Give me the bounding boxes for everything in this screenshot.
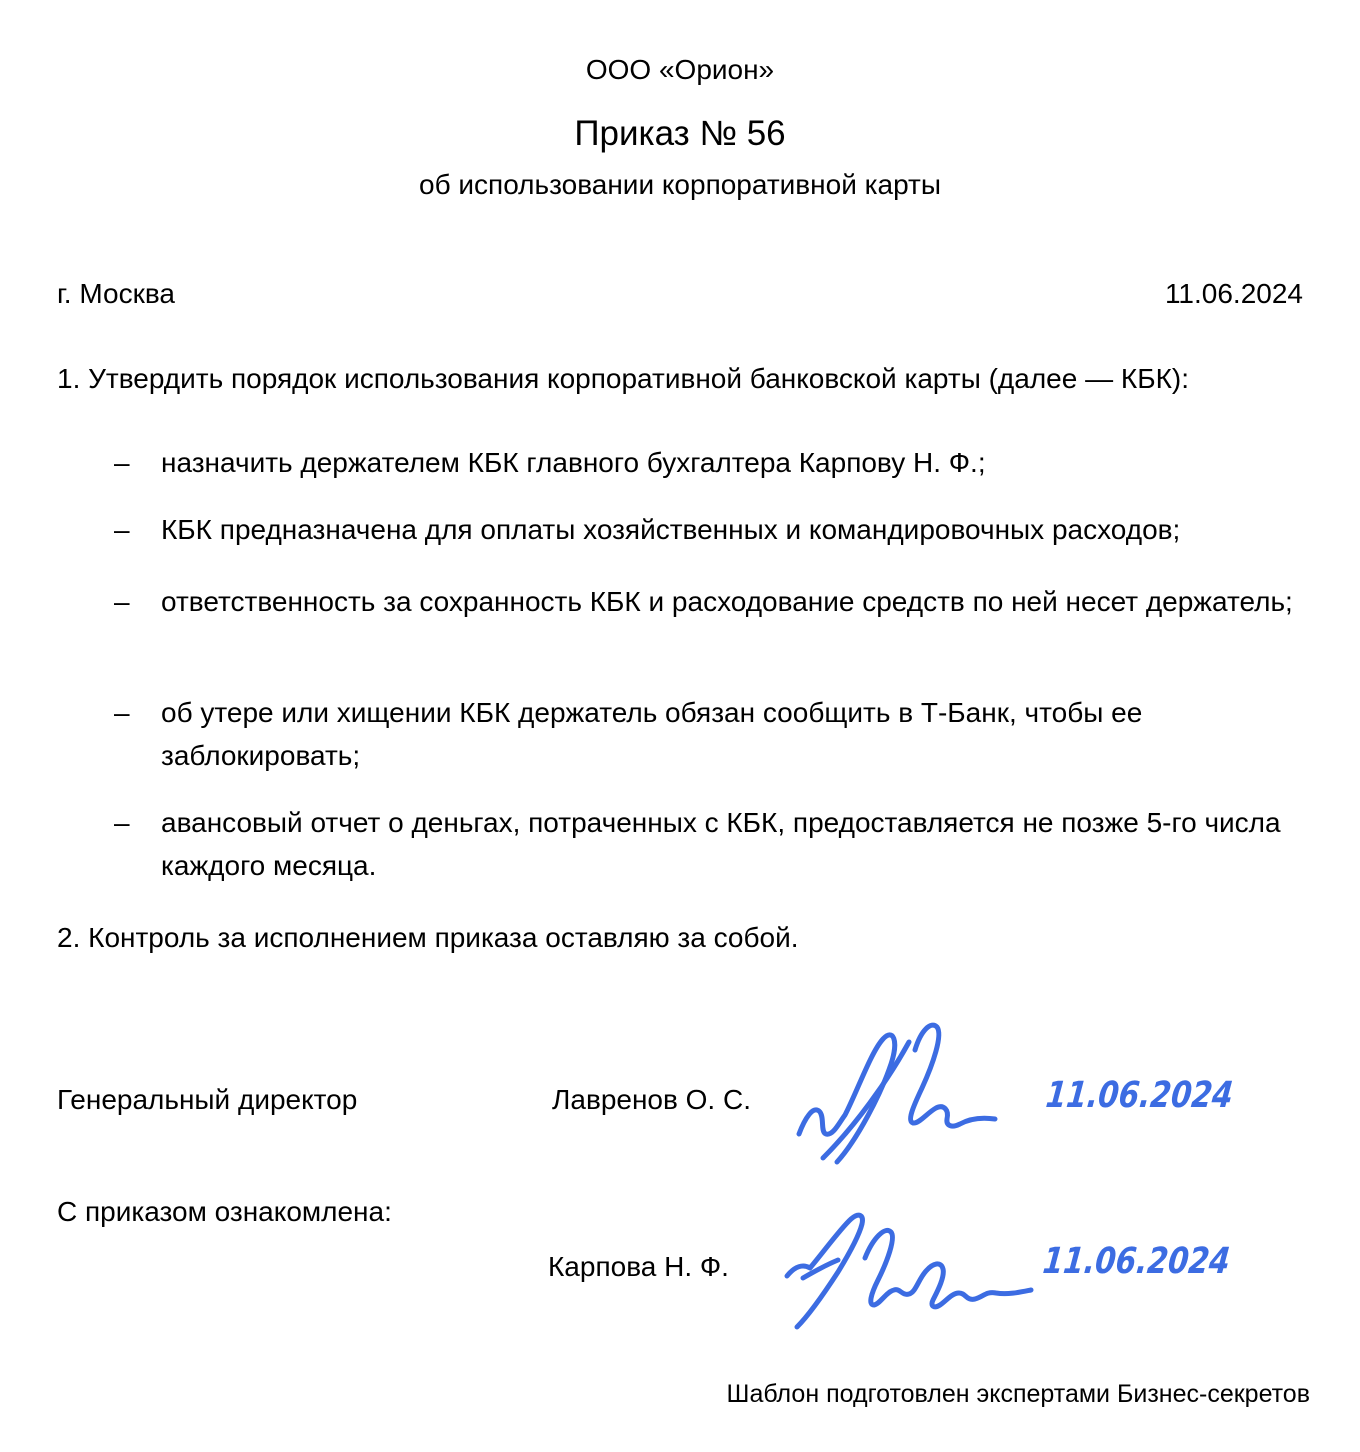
document-date: 11.06.2024 [1164, 278, 1303, 309]
clause-2: 2. Контроль за исполнением приказа оставляю за собой. [57, 922, 799, 953]
bullet-dash-icon: – [114, 514, 130, 545]
template-credit-note: Шаблон подготовлен экспертами Бизнес-секретов [726, 1380, 1310, 1408]
list-item-text: об утере или хищении КБК держатель обязан сообщить в Т-Банк, чтобы ее заблокировать; [161, 697, 1143, 771]
acknowledger-name: Карпова Н. Ф. [548, 1251, 729, 1282]
document-subtitle: об использовании корпоративной карты [419, 169, 941, 200]
list-item-text: назначить держателем КБК главного бухгалтера Карпову Н. Ф.; [161, 447, 986, 478]
bullet-dash-icon: – [114, 807, 130, 838]
acknowledger-sign-date: 11.06.2024 [1040, 1241, 1232, 1282]
city-date-row [57, 272, 1303, 315]
signature-karpova [783, 1212, 1035, 1334]
document-title: Приказ № 56 [574, 114, 786, 153]
clause-1: 1. Утвердить порядок использования корпоративной банковской карты (далее — КБК): [57, 363, 1189, 394]
director-name: Лавренов О. С. [552, 1084, 751, 1115]
signature-lavrenov [793, 1020, 1021, 1168]
list-item [114, 580, 1310, 623]
company-name: ООО «Орион» [585, 54, 775, 85]
list-item-text: ответственность за сохранность КБК и расходование средств по ней несет держатель; [161, 586, 1293, 617]
list-item-text: КБК предназначена для оплаты хозяйственных и командировочных расходов; [161, 514, 1181, 545]
list-item [114, 441, 1310, 484]
city-label: г. Москва [57, 278, 175, 309]
director-role-label: Генеральный директор [57, 1084, 358, 1115]
bullet-dash-icon: – [114, 586, 130, 617]
acknowledgement-label: С приказом ознакомлена: [57, 1196, 392, 1227]
bullet-dash-icon: – [114, 697, 130, 728]
list-item [114, 691, 1310, 777]
list-item [114, 508, 1310, 551]
director-sign-date: 11.06.2024 [1043, 1075, 1235, 1116]
bullet-dash-icon: – [114, 447, 130, 478]
list-item-text: авансовый отчет о деньгах, потраченных с КБК, предоставляется не позже 5-го числа каждого месяца. [161, 807, 1281, 881]
list-item [114, 801, 1310, 887]
